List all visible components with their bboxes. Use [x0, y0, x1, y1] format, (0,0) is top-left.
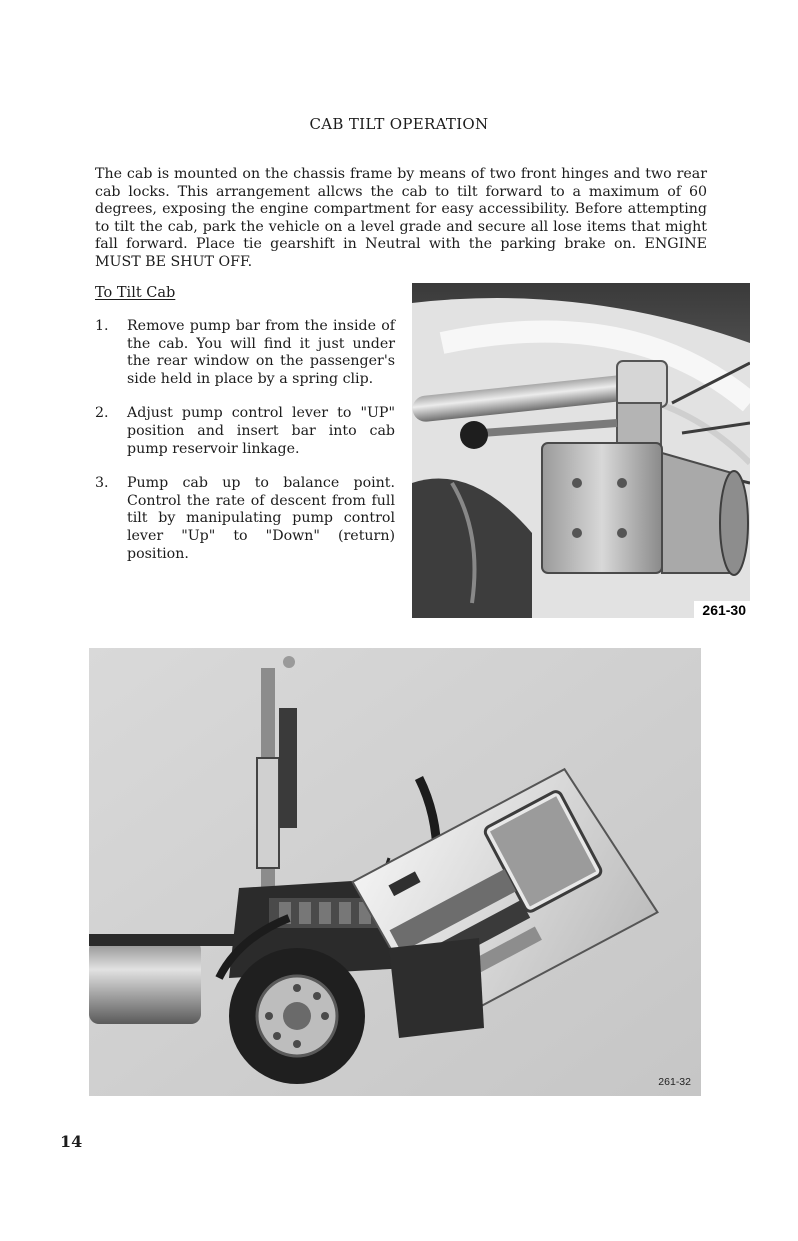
step-number: 2. [95, 405, 109, 422]
truck-photo [89, 648, 701, 1096]
pump-photo-caption: 261-30 [694, 601, 750, 618]
intro-paragraph [95, 166, 707, 272]
page-title: CAB TILT OPERATION [309, 115, 489, 133]
step-text: Remove pump bar from the inside of the cab. You will find it just under the rear window on the passenger's side held in place by a spring clip. [127, 318, 395, 387]
step-item [95, 318, 395, 388]
step-item [95, 405, 395, 458]
step-text: Pump cab up to balance point. Control the rate of descent from full tilt by manipulating pump control lever "Up" to "Down" (return) position. [127, 475, 395, 562]
steps-list [95, 318, 395, 580]
step-text: Adjust pump control lever to "UP" position and insert bar into cab pump reservoir linkage. [127, 405, 395, 457]
pump-photo [412, 283, 750, 618]
intro-text: The cab is mounted on the chassis frame by means of two front hinges and two rear cab locks. This arrangement allcws the cab to tilt forward to a maximum of 60 degrees, exposing the engine compartment for easy accessibility. Before attempting to tilt the cab, park the vehicle on a level grade and secure all lose items that might fall forward. Place tie gearshift in Neutral with the parking brake on. ENGINE MUST BE SHUT OFF. [95, 166, 707, 270]
step-number: 3. [95, 475, 109, 492]
section-heading: To Tilt Cab [95, 285, 176, 301]
truck-illustration [89, 648, 701, 1096]
truck-photo-caption: 261-32 [658, 1076, 691, 1088]
page-number: 14 [60, 1132, 83, 1151]
pump-illustration [412, 283, 750, 618]
step-number: 1. [95, 318, 109, 334]
step-item [95, 475, 395, 563]
